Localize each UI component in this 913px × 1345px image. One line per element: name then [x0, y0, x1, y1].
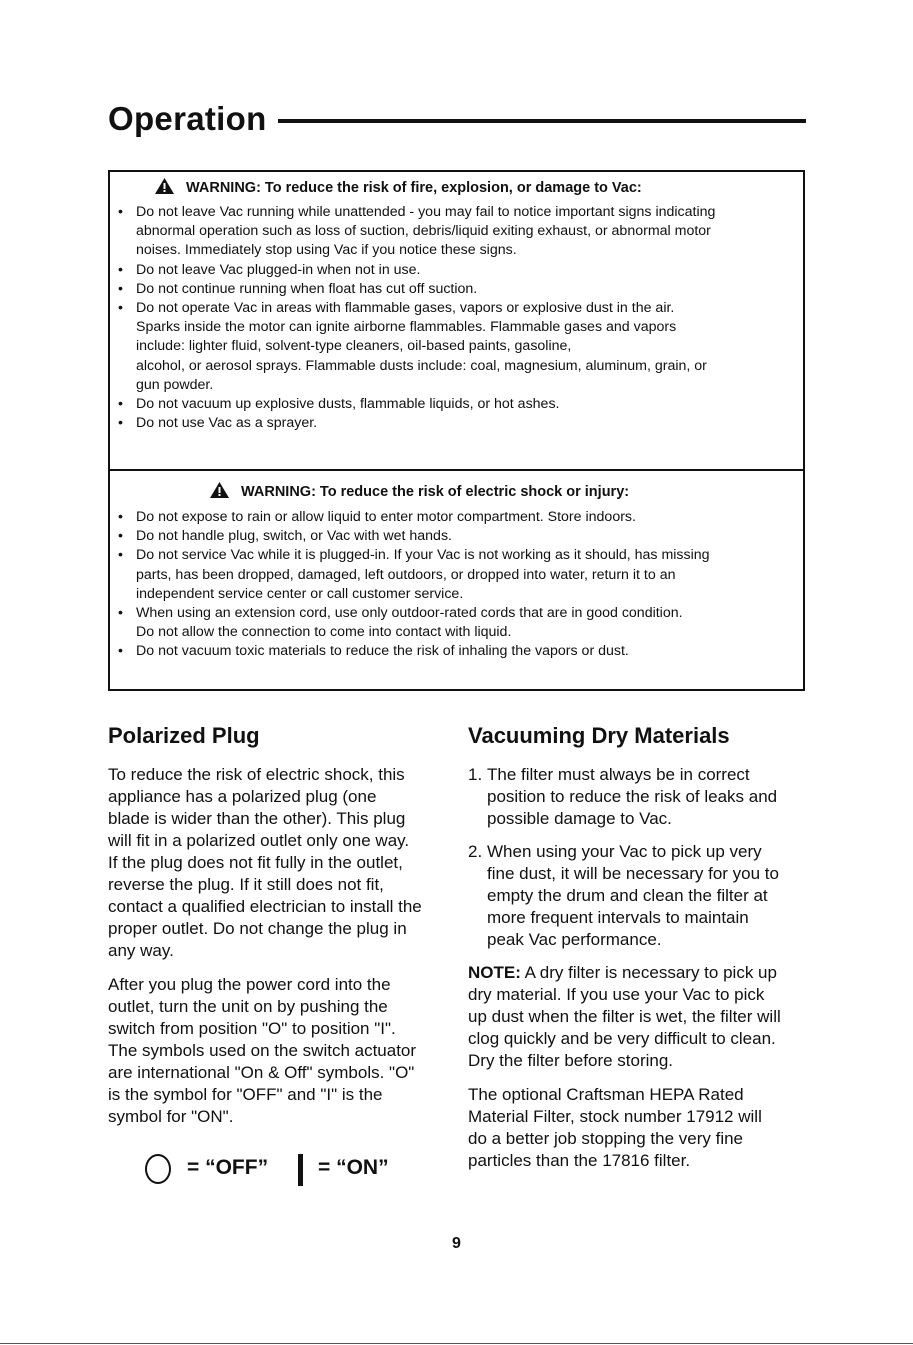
paragraph-line: After you plug the power cord into the — [108, 975, 391, 994]
step-item — [468, 841, 813, 951]
bullet-icon: • — [118, 300, 123, 317]
note-text: A dry filter is necessary to pick up — [520, 963, 777, 982]
bullet-icon: • — [118, 509, 123, 525]
warning-item — [118, 508, 797, 527]
bullet-icon: • — [118, 547, 123, 564]
off-symbol-label: = “OFF” — [187, 1156, 269, 1179]
on-symbol-label: = “ON” — [318, 1156, 389, 1179]
page-header — [108, 100, 808, 144]
warning-item — [118, 527, 797, 546]
warning-item — [118, 203, 797, 261]
step-line: When using your Vac to pick up very — [487, 842, 762, 861]
warning-item-line: Sparks inside the motor can ignite airborne flammables. Flammable gases and vapors — [136, 319, 677, 336]
warning-item-line: Do not use Vac as a sprayer. — [136, 415, 318, 432]
note-line-2: up dust when the filter is wet, the filter will — [468, 1007, 781, 1026]
step-line: The filter must always be in correct — [487, 765, 750, 784]
hepa-line: The optional Craftsman HEPA Rated — [468, 1085, 744, 1104]
note-label: NOTE: — [468, 963, 521, 982]
polarized-plug-paragraph — [108, 764, 458, 962]
dry-materials-section — [468, 722, 813, 1184]
warning-item-line: Do not expose to rain or allow liquid to enter motor compartment. Store indoors. — [136, 509, 636, 525]
warning-triangle-icon — [155, 178, 174, 194]
fire-warning-heading-text: WARNING: To reduce the risk of fire, explosion, or damage to Vac: — [186, 180, 642, 196]
paragraph-line: proper outlet. Do not change the plug in — [108, 919, 407, 938]
paragraph-line: contact a qualified electrician to install the — [108, 897, 422, 916]
shock-warning-heading — [210, 482, 629, 500]
step-line: possible damage to Vac. — [487, 809, 672, 828]
bullet-icon: • — [118, 643, 123, 660]
shock-warning-list — [118, 508, 797, 662]
paragraph-line: blade is wider than the other). This plug — [108, 809, 406, 828]
bullet-icon: • — [118, 204, 123, 220]
warning-item — [118, 261, 797, 280]
warning-item-line: gun powder. — [136, 376, 214, 393]
warning-divider — [110, 469, 803, 471]
bullet-icon: • — [118, 261, 123, 278]
paragraph-line: is the symbol for "OFF" and "I" is the — [108, 1085, 383, 1104]
paragraph-line: The symbols used on the switch actuator — [108, 1041, 417, 1060]
warning-item — [118, 299, 797, 395]
step-line: peak Vac performance. — [487, 930, 662, 949]
warning-item — [118, 395, 797, 414]
warning-item — [118, 546, 797, 604]
warning-item-line: Do not service Vac while it is plugged-in. If your Vac is not working as it should, has missing — [136, 547, 710, 564]
dry-materials-heading: Vacuuming Dry Materials — [468, 723, 730, 748]
title-rule — [278, 119, 806, 123]
paragraph-line: reverse the plug. If it still does not fit, — [108, 875, 384, 894]
dry-materials-steps — [468, 764, 813, 951]
fire-warning-list — [118, 203, 797, 433]
paragraph-line: To reduce the risk of electric shock, this — [108, 765, 405, 784]
warning-box — [108, 170, 805, 691]
note-line-1: dry material. If you use your Vac to pick — [468, 985, 765, 1004]
shock-warning-heading-text: WARNING: To reduce the risk of electric shock or injury: — [241, 484, 630, 500]
step-line: empty the drum and clean the filter at — [487, 886, 768, 905]
paragraph-line: symbol for "ON". — [108, 1107, 234, 1126]
hepa-paragraph — [468, 1084, 813, 1172]
bullet-icon: • — [118, 528, 123, 545]
warning-item-line: When using an extension cord, use only outdoor-rated cords that are in good condition. — [136, 605, 683, 622]
step-number: 1. — [468, 765, 483, 784]
warning-item — [118, 642, 797, 661]
warning-item-line: Do not continue running when float has cut off suction. — [136, 280, 478, 297]
on-symbol-icon — [298, 1154, 303, 1186]
note-line-0 — [468, 962, 813, 984]
step-line: more frequent intervals to maintain — [487, 908, 749, 927]
note-line-4: Dry the filter before storing. — [468, 1051, 674, 1070]
bullet-icon: • — [118, 396, 123, 413]
warning-item — [118, 280, 797, 299]
page-title: Operation — [108, 100, 267, 137]
hepa-line: Material Filter, stock number 17912 will — [468, 1107, 762, 1126]
bullet-icon: • — [118, 415, 123, 432]
polarized-plug-section — [108, 722, 458, 1140]
paragraph-line: will fit in a polarized outlet only one way. — [108, 831, 410, 850]
warning-item-line: Do not leave Vac plugged-in when not in use. — [136, 261, 421, 278]
paragraph-line: switch from position "O" to position "I". — [108, 1019, 396, 1038]
warning-item — [118, 604, 797, 642]
warning-item-line: include: lighter fluid, solvent-type cleaners, oil-based paints, gasoline, — [136, 338, 572, 355]
note-paragraph — [468, 962, 813, 1072]
warning-item-line: abnormal operation such as loss of suction, debris/liquid exiting exhaust, or abnormal motor — [136, 223, 711, 240]
step-line: position to reduce the risk of leaks and — [487, 787, 778, 806]
warning-item — [118, 414, 797, 433]
warning-item-line: parts, has been dropped, damaged, left outdoors, or dropped into water, return it to an — [136, 566, 676, 583]
paragraph-line: are international "On & Off" symbols. "O" — [108, 1063, 415, 1082]
warning-item-line: Do not handle plug, switch, or Vac with wet hands. — [136, 528, 452, 545]
page-number: 9 — [452, 1235, 461, 1252]
warning-item-line: Do not allow the connection to come into contact with liquid. — [136, 624, 512, 641]
step-line: fine dust, it will be necessary for you to — [487, 864, 779, 883]
warning-item-line: Do not operate Vac in areas with flammable gases, vapors or explosive dust in the air. — [136, 300, 675, 317]
warning-triangle-icon — [210, 482, 229, 498]
fire-warning-heading — [155, 178, 642, 196]
note-line-3: clog quickly and be very difficult to clean. — [468, 1029, 776, 1048]
warning-item-line: noises. Immediately stop using Vac if you notice these signs. — [136, 242, 517, 259]
polarized-plug-paragraph — [108, 974, 458, 1128]
off-symbol-icon — [145, 1154, 171, 1184]
step-item — [468, 764, 813, 830]
warning-item-line: Do not leave Vac running while unattended - you may fail to notice important signs indicating — [136, 204, 716, 220]
warning-item-line: independent service center or call customer service. — [136, 585, 464, 602]
bullet-icon: • — [118, 605, 123, 622]
bullet-icon: • — [118, 280, 123, 297]
paragraph-line: any way. — [108, 941, 174, 960]
hepa-line: do a better job stopping the very fine — [468, 1129, 744, 1148]
polarized-plug-heading: Polarized Plug — [108, 723, 260, 748]
bottom-rule — [0, 1343, 913, 1344]
hepa-line: particles than the 17816 filter. — [468, 1151, 691, 1170]
paragraph-line: If the plug does not fit fully in the outlet, — [108, 853, 403, 872]
paragraph-line: outlet, turn the unit on by pushing the — [108, 997, 388, 1016]
warning-item-line: alcohol, or aerosol sprays. Flammable dusts include: coal, magnesium, aluminum, grain, or — [136, 357, 707, 374]
paragraph-line: appliance has a polarized plug (one — [108, 787, 377, 806]
warning-item-line: Do not vacuum toxic materials to reduce the risk of inhaling the vapors or dust. — [136, 643, 629, 660]
switch-symbols — [145, 1152, 445, 1188]
warning-item-line: Do not vacuum up explosive dusts, flammable liquids, or hot ashes. — [136, 396, 560, 413]
polarized-plug-body — [108, 764, 458, 1128]
step-number: 2. — [468, 842, 483, 861]
